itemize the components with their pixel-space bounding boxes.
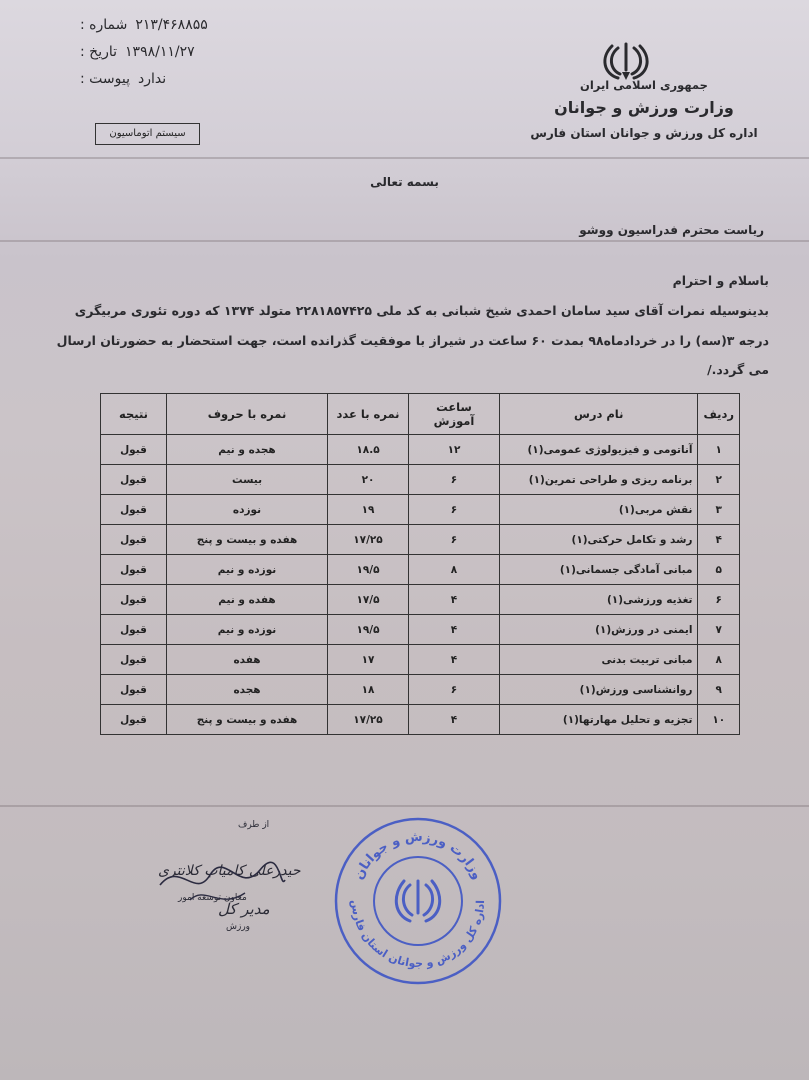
score-numeric: ۱۸.۵ — [328, 435, 409, 465]
row-number: ۴ — [698, 525, 740, 555]
iran-emblem-icon — [602, 40, 650, 82]
row-number: ۷ — [698, 615, 740, 645]
signatory-role-2: ورزش — [226, 922, 251, 932]
training-hours: ۴ — [409, 645, 500, 675]
table-row — [101, 615, 740, 645]
table-row — [101, 645, 740, 675]
row-number: ۸ — [698, 645, 740, 675]
result: قبول — [101, 615, 167, 645]
body-line-2: درجه ۳(سه) را در خردادماه۹۸ بمدت ۶۰ ساعت در شیراز با موفقیت گذرانده است، جهت استحضار به حضورتان ارسال — [56, 333, 769, 348]
header-score-words: نمره با حروف — [167, 394, 328, 435]
result: قبول — [101, 465, 167, 495]
training-hours: ۶ — [409, 675, 500, 705]
body-line-3: می گردد./ — [707, 362, 769, 377]
from-label: از طرف — [238, 820, 270, 830]
score-numeric: ۱۷/۵ — [328, 585, 409, 615]
greeting: باسلام و احترام — [672, 273, 769, 288]
result: قبول — [101, 525, 167, 555]
row-number: ۹ — [698, 675, 740, 705]
body-line-1: بدینوسیله نمرات آقای سید سامان احمدی شیخ شبانی به کد ملی ۲۲۸۱۸۵۷۴۲۵ متولد ۱۳۷۴ که دوره تئوری مربیگری — [74, 303, 769, 318]
training-hours: ۶ — [409, 525, 500, 555]
handwritten-signature — [150, 855, 290, 915]
attachment-label: پیوست : — [80, 71, 130, 87]
table-row — [101, 585, 740, 615]
table-header-row — [101, 394, 740, 435]
official-stamp — [332, 815, 504, 987]
result: قبول — [101, 435, 167, 465]
score-words: هجده — [167, 675, 328, 705]
score-numeric: ۱۷ — [328, 645, 409, 675]
score-words: هفده — [167, 645, 328, 675]
header-row-number: ردیف — [698, 394, 740, 435]
row-number: ۳ — [698, 495, 740, 525]
score-words: بیست — [167, 465, 328, 495]
training-hours: ۶ — [409, 465, 500, 495]
header-course-name: نام درس — [500, 394, 698, 435]
result: قبول — [101, 585, 167, 615]
country-name: جمهوری اسلامی ایران — [580, 78, 708, 92]
score-numeric: ۱۹/۵ — [328, 555, 409, 585]
stamp-outer-bottom: اداره کل ورزش و جوانان استان فارس — [348, 899, 488, 971]
header-meta — [80, 12, 260, 93]
result: قبول — [101, 495, 167, 525]
signatory-name: حیدرعلی کامیاب کلانتری — [158, 863, 301, 879]
ministry-name: وزارت ورزش و جوانان — [554, 98, 734, 117]
score-numeric: ۱۷/۲۵ — [328, 525, 409, 555]
row-number: ۱۰ — [698, 705, 740, 735]
grades-table — [100, 393, 740, 735]
course-name: آناتومی و فیزیولوژی عمومی(۱) — [500, 435, 698, 465]
automation-system-box: سیستم اتوماسیون — [95, 123, 200, 145]
result: قبول — [101, 555, 167, 585]
table-row — [101, 705, 740, 735]
table-row — [101, 675, 740, 705]
signatory-role-1: معاون توسعه امور — [178, 893, 247, 903]
training-hours: ۴ — [409, 705, 500, 735]
training-hours: ۴ — [409, 585, 500, 615]
result: قبول — [101, 675, 167, 705]
score-numeric: ۱۸ — [328, 675, 409, 705]
table-row — [101, 525, 740, 555]
result: قبول — [101, 645, 167, 675]
score-words: هفده و بیست و پنج — [167, 525, 328, 555]
header-score-numeric: نمره با عدد — [328, 394, 409, 435]
course-name: ایمنی در ورزش(۱) — [500, 615, 698, 645]
score-numeric: ۱۷/۲۵ — [328, 705, 409, 735]
fold-line — [0, 240, 809, 242]
attachment-value: ندارد — [138, 71, 167, 87]
course-name: مبانی آمادگی جسمانی(۱) — [500, 555, 698, 585]
header-result: نتیجه — [101, 394, 167, 435]
row-number: ۲ — [698, 465, 740, 495]
date-value: ۱۳۹۸/۱۱/۲۷ — [125, 44, 195, 60]
date-label: تاریخ : — [80, 44, 118, 60]
number-label: شماره : — [80, 17, 128, 33]
table-row — [101, 465, 740, 495]
course-name: تغذیه ورزشی(۱) — [500, 585, 698, 615]
table-row — [101, 435, 740, 465]
course-name: روانشناسی ورزش(۱) — [500, 675, 698, 705]
fold-line — [0, 805, 809, 807]
score-numeric: ۱۹/۵ — [328, 615, 409, 645]
row-number: ۵ — [698, 555, 740, 585]
office-name: اداره کل ورزش و جوانان استان فارس — [530, 126, 758, 140]
table-row — [101, 495, 740, 525]
letter-title: بسمه تعالی — [370, 175, 439, 189]
training-hours: ۸ — [409, 555, 500, 585]
score-numeric: ۲۰ — [328, 465, 409, 495]
course-name: مبانی تربیت بدنی — [500, 645, 698, 675]
score-words: هفده و بیست و پنج — [167, 705, 328, 735]
course-name: تجزیه و تحلیل مهارتها(۱) — [500, 705, 698, 735]
row-number: ۱ — [698, 435, 740, 465]
score-numeric: ۱۹ — [328, 495, 409, 525]
fold-line — [0, 157, 809, 159]
result: قبول — [101, 705, 167, 735]
training-hours: ۶ — [409, 495, 500, 525]
course-name: برنامه ریزی و طراحی تمرین(۱) — [500, 465, 698, 495]
course-name: نقش مربی(۱) — [500, 495, 698, 525]
row-number: ۶ — [698, 585, 740, 615]
score-words: نوزده و نیم — [167, 615, 328, 645]
score-words: نوزده — [167, 495, 328, 525]
training-hours: ۴ — [409, 615, 500, 645]
course-name: رشد و تکامل حرکتی(۱) — [500, 525, 698, 555]
stamp-emblem-icon — [396, 881, 439, 921]
header-hours: ساعت آموزش — [409, 394, 500, 435]
table-row — [101, 555, 740, 585]
score-words: نوزده و نیم — [167, 555, 328, 585]
signature-overlay: مدیر کل — [218, 900, 270, 918]
addressee: ریاست محترم فدراسیون ووشو — [579, 223, 764, 237]
number-value: ۲۱۳/۴۶۸۸۵۵ — [135, 17, 208, 33]
score-words: هفده و نیم — [167, 585, 328, 615]
score-words: هجده و نیم — [167, 435, 328, 465]
stamp-outer-top: وزارت ورزش و جوانان — [351, 829, 485, 883]
training-hours: ۱۲ — [409, 435, 500, 465]
